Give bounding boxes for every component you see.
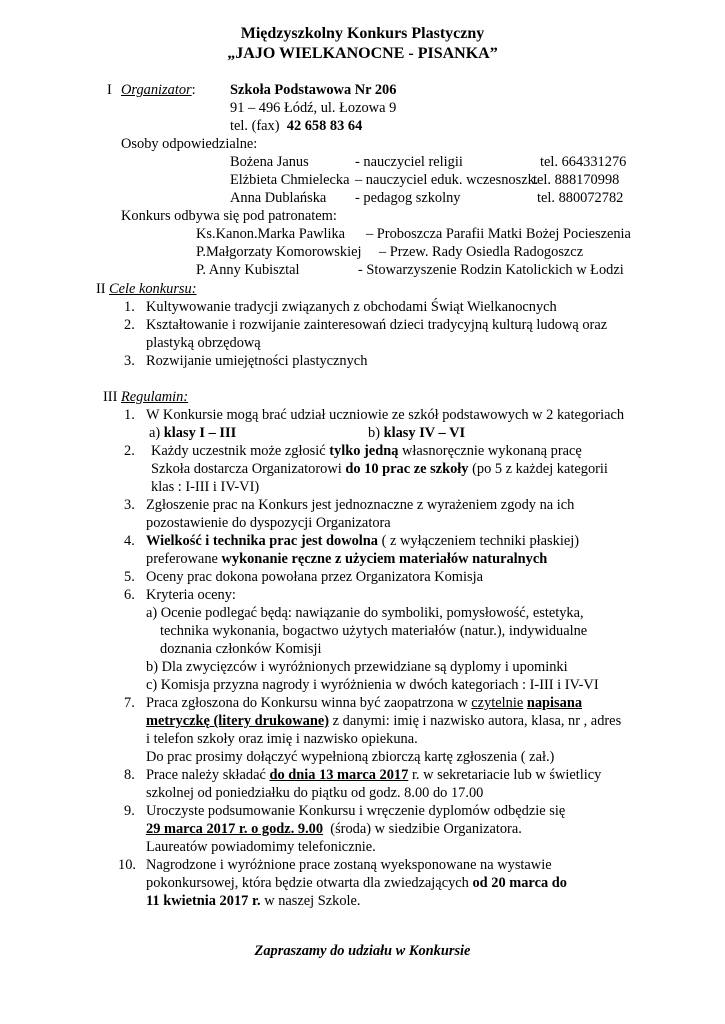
rule-text: szkolnej od poniedziałku do piątku od godz. 8.00 do 17.00 [146,785,484,801]
rule-number: 8. [124,767,135,783]
rule-number: 3. [124,497,135,513]
goal-text: Rozwijanie umiejętności plastycznych [146,353,368,369]
patron-name: P. Anny Kubisztal [196,262,300,278]
document-title: Międzyszkolny Konkurs Plastyczny [240,25,485,42]
rule-category-b: b) klasy IV – VI [368,425,466,441]
rule-text: i telefon szkoły oraz imię i nazwisko opiekuna. [146,731,418,747]
organizer-phone: tel. (fax) 42 658 83 64 [230,118,363,134]
responsible-name: Bożena Janus [230,154,309,170]
document-subtitle: „JAJO WIELKANOCNE - PISANKA” [227,45,498,62]
section-organizer-numeral: I [107,82,112,98]
organizer-address: 91 – 496 Łódź, ul. Łozowa 9 [230,100,397,116]
rule-number: 7. [124,695,135,711]
rule-number: 4. [124,533,135,549]
rule-text: Nagrodzone i wyróżnione prace zostaną wyeksponowane na wystawie [146,857,552,873]
rule-text: Oceny prac dokona powołana przez Organizatora Komisja [146,569,483,585]
rule-number: 2. [124,443,135,459]
rule-text: Praca zgłoszona do Konkursu winna być zaopatrzona w czytelnie napisana [146,695,583,711]
section-goals-heading: Cele konkursu: [109,281,197,297]
rule-text: Laureatów powiadomimy telefonicznie. [146,839,376,855]
rule-text: 29 marca 2017 r. o godz. 9.00 (środa) w siedzibie Organizatora. [146,821,522,837]
patron-role: – Przew. Rady Osiedla Radogoszcz [379,244,584,260]
responsible-role: - nauczyciel religii [355,154,463,170]
goal-text: plastyką obrzędową [146,335,261,351]
rule-number: 9. [124,803,135,819]
patron-name: Ks.Kanon.Marka Pawlika [196,226,346,242]
responsible-role: – nauczyciel eduk. wczesnoszk. [355,172,539,188]
section-organizer-heading: Organizator: [121,82,196,98]
goal-number: 1. [124,299,135,315]
closing-invitation: Zapraszamy do udziału w Konkursie [254,943,471,959]
rule-category-a: a) klasy I – III [149,425,237,441]
rule-number: 6. [124,587,135,603]
responsible-role: - pedagog szkolny [355,190,461,206]
rule-text: klas : I-III i IV-VI) [151,479,260,495]
section-rules-numeral: III [103,389,118,405]
patron-role: – Proboszcza Parafii Matki Bożej Pocieszenia [366,226,631,242]
rule-text: Każdy uczestnik może zgłosić tylko jedną własnoręcznie wykonaną pracę [151,443,582,459]
responsible-phone: tel. 664331276 [540,154,627,170]
goal-number: 2. [124,317,135,333]
responsible-name: Elżbieta Chmielecka [230,172,350,188]
organizer-school: Szkoła Podstawowa Nr 206 [230,82,397,98]
rule-text: W Konkursie mogą brać udział uczniowie ze szkół podstawowych w 2 kategoriach [146,407,625,423]
rule-subitem: doznania członków Komisji [160,641,322,657]
rule-text: Zgłoszenie prac na Konkurs jest jednoznaczne z wyrażeniem zgody na ich [146,497,575,513]
rule-text: 11 kwietnia 2017 r. w naszej Szkole. [146,893,361,909]
rule-text: Wielkość i technika prac jest dowolna ( z wyłączeniem techniki płaskiej) [146,533,579,549]
responsible-name: Anna Dublańska [230,190,327,206]
rule-subitem: b) Dla zwycięzców i wyróżnionych przewidziane są dyplomy i upominki [146,659,568,675]
patron-name: P.Małgorzaty Komorowskiej [196,244,362,260]
rule-text: Kryteria oceny: [146,587,236,603]
rule-text: Do prac prosimy dołączyć wypełnioną zbiorczą kartę zgłoszenia ( zał.) [146,749,555,765]
patronage-heading: Konkurs odbywa się pod patronatem: [121,208,337,224]
section-rules-heading: Regulamin: [121,389,189,405]
rule-subitem: c) Komisja przyzna nagrody i wyróżnienia w dwóch kategoriach : I-III i IV-VI [146,677,599,693]
rule-number: 5. [124,569,135,585]
responsible-heading: Osoby odpowiedzialne: [121,136,258,152]
goal-number: 3. [124,353,135,369]
rule-number: 1. [124,407,135,423]
rule-subitem: a) Ocenie podlegać będą: nawiązanie do symboliki, pomysłowość, estetyka, [146,605,584,621]
responsible-phone: tel. 888170998 [533,172,620,188]
responsible-phone: tel. 880072782 [537,190,624,206]
goal-text: Kształtowanie i rozwijanie zainteresowań dzieci tradycyjną kulturą ludową oraz [146,317,608,333]
rule-text: pokonkursowej, która będzie otwarta dla zwiedzających od 20 marca do [146,875,567,891]
rule-subitem: technika wykonania, bogactwo użytych materiałów (natur.), indywidualne [160,623,588,639]
rule-text: Prace należy składać do dnia 13 marca 2017 r. w sekretariacie lub w świetlicy [146,767,602,783]
rule-text: metryczkę (litery drukowane) z danymi: imię i nazwisko autora, klasa, nr , adres [146,713,622,729]
rule-text: preferowane wykonanie ręczne z użyciem materiałów naturalnych [146,551,548,567]
section-goals-numeral: II [96,281,106,297]
rule-text: pozostawienie do dyspozycji Organizatora [146,515,391,531]
rule-text: Szkoła dostarcza Organizatorowi do 10 prac ze szkoły (po 5 z każdej kategorii [151,461,608,477]
goal-text: Kultywowanie tradycji związanych z obchodami Świąt Wielkanocnych [146,299,557,315]
patron-role: - Stowarzyszenie Rodzin Katolickich w Łodzi [358,262,624,278]
rule-number: 10. [118,857,136,873]
rule-text: Uroczyste podsumowanie Konkursu i wręczenie dyplomów odbędzie się [146,803,566,819]
